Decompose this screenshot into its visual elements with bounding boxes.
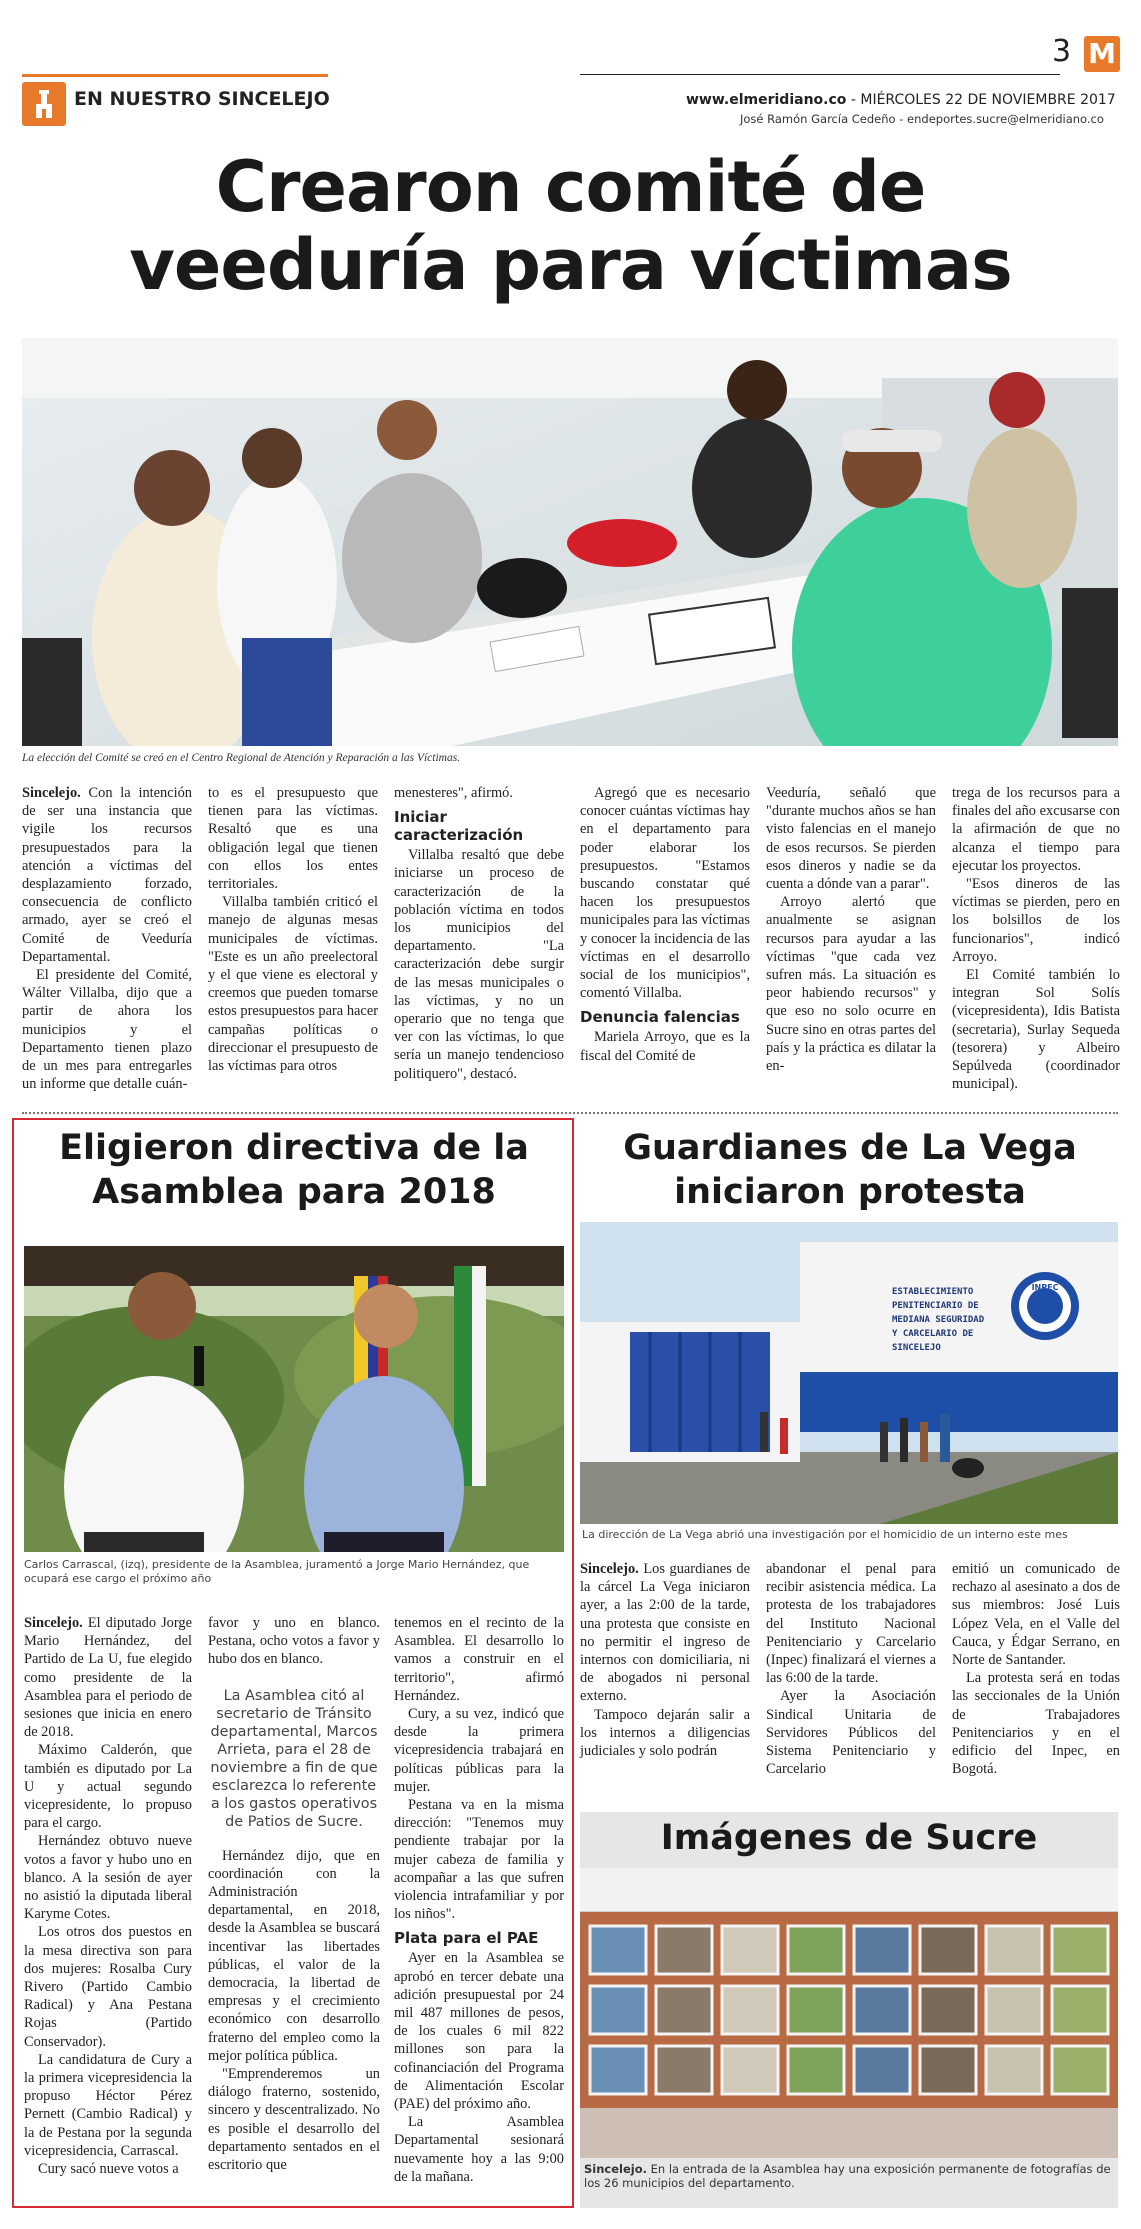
section-title: EN NUESTRO SINCELEJO xyxy=(74,88,330,110)
section-bar xyxy=(22,74,328,77)
right-col-3: emitió un comunicado de rechazo al asesinato a dos de sus miembros: José Luis López Vela, en el Valle del Cauca, y Édgar Serrano, en Norte de Santander. La protesta será en todas las seccionales de la Unión de Trabajadores Penitenciarios y en el edificio del Inpec, en Bogotá. xyxy=(952,1561,1120,1778)
exhibit-photo-frame xyxy=(854,2046,910,2094)
section-divider xyxy=(22,1112,1118,1114)
header-dateline xyxy=(686,92,1116,108)
exhibit-photo-frame xyxy=(722,1986,778,2034)
exhibit-photo-frame xyxy=(986,1926,1042,1974)
exhibit-photo-frame xyxy=(986,2046,1042,2094)
exhibit-photo-frame xyxy=(788,1926,844,1974)
main-col-3: menesteres", afirmó. Iniciar caracterización Villalba resaltó que debe iniciarse un proceso de caracterización de la población víctima en todos los municipios del departamento. "La caracterización debe surgir de las mesas municipales o las víctimas, y no un operario que no tenga que ver con las víctimas, lo que sería un manejo tendencioso politiquero", destacó. xyxy=(394,785,564,1082)
exhibit-photo-frame xyxy=(920,1926,976,1974)
main-dateline: Sincelejo. xyxy=(22,785,81,801)
exhibit-photo-frame xyxy=(656,1986,712,2034)
exhibit-photo-frame xyxy=(986,1986,1042,2034)
exhibit-photo-frame xyxy=(788,2046,844,2094)
left-headline: Eligieron directiva de la Asamblea para 2018 xyxy=(59,1128,529,1212)
section-icon xyxy=(22,82,66,126)
exhibit-photo-frame xyxy=(920,2046,976,2094)
exhibit-photo-frame xyxy=(656,2046,712,2094)
exhibit-photo-frame xyxy=(854,1986,910,2034)
prison-sign-1: ESTABLECIMIENTO xyxy=(892,1287,974,1297)
pullquote: La Asamblea citó al secretario de Tránsito departamental, Marcos Arrieta, para el 28 de noviembre a fin de que esclarezca lo referente a los gastos operativos de Patios de Sucre. xyxy=(210,1687,378,1830)
main-photo-caption: La elección del Comité se creó en el Centro Regional de Atención y Reparación a las Víctimas. xyxy=(22,752,461,764)
issue-date: - MIÉRCOLES 22 DE NOVIEMBRE 2017 xyxy=(846,92,1116,108)
subhead-denuncia: Denuncia falencias xyxy=(580,1008,740,1027)
exhibit-photo-frame xyxy=(722,1926,778,1974)
right-col-1: Sincelejo. Los guardianes de la cárcel La Vega iniciaron ayer, a las 2:00 de la tarde, una protesta que consiste en no permitir el ingreso de internos con domiciliaria, ni de abogados ni personal externo. Tampoco dejarán salir a los internos a diligencias judiciales y solo podrán xyxy=(580,1561,750,1760)
sucre-caption: Sincelejo. En la entrada de la Asamblea hay una exposición permanente de fotografías de los 26 municipios del departamento. xyxy=(584,2162,1111,2190)
main-col-1: Sincelejo. Con la intención de ser una instancia que vigile los recursos presupuestados para la atención a víctimas del desplazamiento forzado, consecuencia de conflicto armado, ayer se creó el Comité de Veeduría Departamental. El presidente del Comité, Wálter Villalba, dijo que a partir de ahora los municipios y el Departamento tienen plazo de un mes para entregarles un informe que detalle cuán- xyxy=(22,785,192,1093)
exhibit-photo-frame xyxy=(590,1986,646,2034)
logo-icon xyxy=(1084,36,1120,72)
prison-sign-2: PENITENCIARIO DE xyxy=(892,1301,979,1311)
logo-letter: M xyxy=(1088,37,1116,70)
inpec-label: INPEC xyxy=(1031,1283,1059,1292)
exhibit-photo-frame xyxy=(1052,1986,1108,2034)
sucre-photo xyxy=(580,1868,1118,2158)
exhibit-photo-frame xyxy=(656,1926,712,1974)
header-rule xyxy=(580,74,1060,75)
right-col-2: abandonar el penal para recibir asistencia médica. La protesta de los trabajadores del Instituto Nacional Penitenciario y Carcelario (Inpec) finalizará el viernes a las 6:00 de la tarde. Ayer la Asociación Sindical Unitaria de Servidores Públicos del Sistema Penitenciario y Carcelario xyxy=(766,1561,936,1778)
prison-sign-4: Y CARCELARIO DE xyxy=(892,1329,974,1339)
left-photo xyxy=(24,1246,564,1552)
left-col-1: Sincelejo. El diputado Jorge Mario Hernández, del Partido de La U, fue elegido como presidente de la Asamblea para el periodo de sesiones que inicia en enero de 2018. Máximo Calderón, que también es diputado por La U y actual segundo vicepresidente, lo propuso para el cargo. Hernández obtuvo nueve votos a favor y hubo uno en blanco. A la sesión de ayer no asistió la diputada liberal Karyme Cotes. Los otros dos puestos en la mesa directiva son para dos mujeres: Rosalba Cury Rivero (Partido Cambio Radical) y Ana Pestana Rojas (Partido Conservador). La candidatura de Cury a la primera vicepresidencia la propuso Héctor Pérez Pernett (Cambio Radical) y la de Pestana por la segunda vicepresidencia, Carrascal. Cury sacó nueve votos a xyxy=(24,1615,192,2178)
subhead-pae: Plata para el PAE xyxy=(394,1929,539,1948)
exhibit-photo-frame xyxy=(1052,2046,1108,2094)
subhead-caracterizacion: Iniciar caracterización xyxy=(394,808,524,845)
right-headline: Guardianes de La Vega iniciaron protesta xyxy=(623,1128,1077,1212)
page-number: 3 xyxy=(1052,34,1072,69)
exhibit-photo-frame xyxy=(788,1986,844,2034)
left-col-2: favor y uno en blanco. Pestana, ocho votos a favor y hubo dos en blanco. La Asamblea citó al secretario de Tránsito departamental, Marcos Arrieta, para el 28 de noviembre a fin de que esclarezca lo referente a los gastos operativos de Patios de Sucre. Hernández dijo, que en coordinación con la Administración departamental, en 2018, desde la Asamblea se buscará incentivar las libertades públicas, el valor de la democracia, la libertad de empresas y el crecimiento económico con desarrollo fraterno del empleo como la mejor política pública. "Emprenderemos un diálogo fraterno, sostenido, sincero y descentralizado. No es posible el desarrollo del departamento sentados en el escritorio que xyxy=(208,1615,380,2174)
exhibit-photo-frame xyxy=(722,2046,778,2094)
prison-sign-3: MEDIANA SEGURIDAD xyxy=(892,1315,985,1325)
exhibit-photo-frame xyxy=(1052,1926,1108,1974)
main-col-4: Agregó que es necesario conocer cuántas víctimas hay en el departamento para poder elaborar los presupuestos. "Estamos buscando constatar qué hacen los presupuestos municipales para las víctimas y conocer la incidencia de las víctimas en el desarrollo social de los municipios", comentó Villalba. Denuncia falencias Mariela Arroyo, que es la fiscal del Comité de xyxy=(580,785,750,1064)
right-photo xyxy=(580,1222,1118,1524)
main-photo xyxy=(22,338,1118,746)
main-col-5: Veeduría, señaló que "durante muchos años se han visto falencias en el manejo de esos recursos. Se pierden esos dineros y nadie se da cuenta a dónde van a parar". Arroyo alertó que anualmente se asignan recursos para ayudar a las víctimas "que cada vez sufren más. La situación es peor habiendo recursos" y que eso no solo ocurre en Sucre sino en otras partes del país y la práctica es dilatar la en- xyxy=(766,785,936,1075)
left-photo-caption: Carlos Carrascal, (izq), presidente de la Asamblea, juramentó a Jorge Mario Hernández, que ocupará ese cargo el próximo año xyxy=(24,1558,530,1585)
site-link[interactable]: www.elmeridiano.co xyxy=(686,92,847,108)
sucre-title: Imágenes de Sucre xyxy=(660,1818,1038,1858)
main-headline-line-2: veeduría para víctimas xyxy=(129,224,1012,306)
left-col-3: tenemos en el recinto de la Asamblea. El desarrollo lo vamos a construir en el territorio", afirmó Hernández. Cury, a su vez, indicó que desde la primera vicepresidencia trabajará en políticas públicas para la mujer. Pestana va en la misma dirección: "Tenemos muy pendiente trabajar por la mujer cabeza de familia y acompañar a las que sufren violencia intrafamiliar y por los niños". Plata para el PAE Ayer en la Asamblea se aprobó en tercer debate una adición presupuestal por 24 mil 487 millones de pesos, de los cuales 6 mil 822 millones son para la cofinanciación del Programa de Alimentación Escolar (PAE) del próximo año. La Asamblea Departamental sesionará nuevamente hoy a las 9:00 de la mañana. xyxy=(394,1615,564,2185)
main-col-2: to es el presupuesto que tienen para las víctimas. Resaltó que es una obligación legal que tienen con ellos los entes territoriales. Villalba también criticó el manejo de algunas mesas municipales de víctimas. "Este es un año preelectoral y el que viene es electoral y creemos que pueden tomarse estos presupuestos para hacer campañas políticas o direccionar el presupuesto de las víctimas para otros xyxy=(208,785,378,1075)
main-col-6: trega de los recursos para a finales del año excusarse con la afirmación de que no alcanza el tiempo para ejecutar los proyectos. "Esos dineros de las víctimas se pierden, pero en los bolsillos de los funcionarios", indicó Arroyo. El Comité también lo integran Sol Solís (vicepresidenta), Idis Batista (secretaria), Surlay Sequeda (tesorera) y Albeiro Sepúlveda (coordinador municipal). xyxy=(952,785,1120,1093)
exhibit-photo-frame xyxy=(920,1986,976,2034)
exhibit-photo-frame xyxy=(590,1926,646,1974)
author-line: José Ramón García Cedeño - endeportes.sucre@elmeridiano.co xyxy=(740,112,1104,126)
right-photo-caption: La dirección de La Vega abrió una investigación por el homicidio de un interno este mes xyxy=(582,1528,1068,1541)
prison-sign-5: SINCELEJO xyxy=(892,1343,941,1353)
main-headline xyxy=(0,148,1141,304)
exhibit-photo-frame xyxy=(854,1926,910,1974)
main-headline-line-1: Crearon comité de xyxy=(215,146,926,228)
exhibit-photo-frame xyxy=(590,2046,646,2094)
